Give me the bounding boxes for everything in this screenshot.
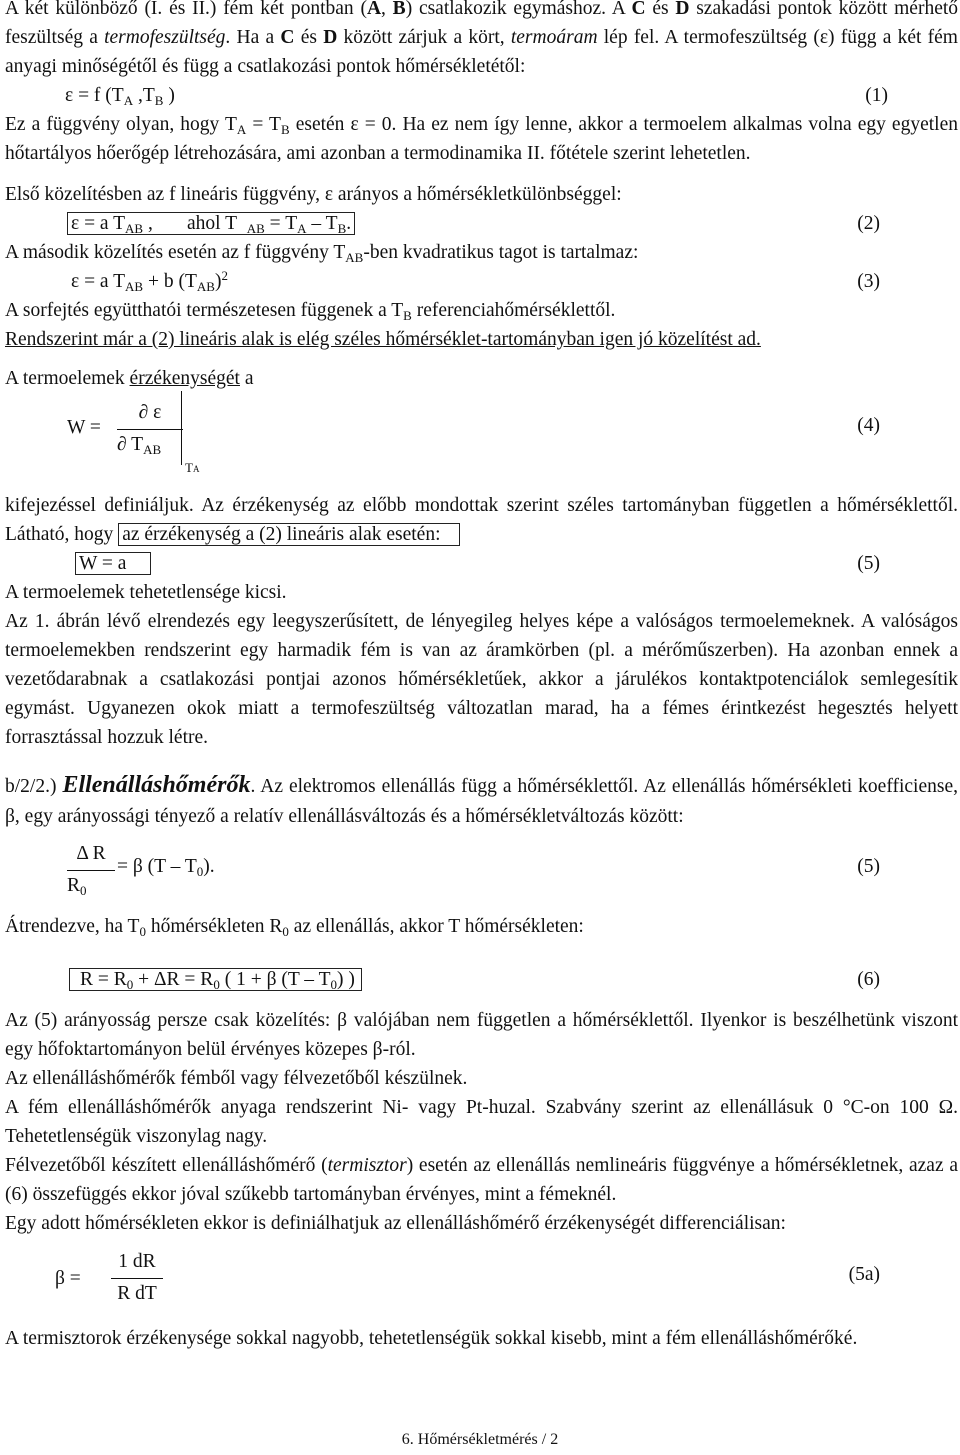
subscript: 0 bbox=[330, 977, 337, 992]
paragraph-thermistor bbox=[5, 1151, 958, 1209]
evaluation-bar bbox=[181, 391, 182, 465]
spacer bbox=[5, 168, 958, 180]
subscript: AB bbox=[246, 221, 265, 236]
subscript: 0 bbox=[282, 924, 289, 939]
text: ε = a T bbox=[71, 271, 126, 292]
subscript: B bbox=[337, 221, 347, 236]
equation-number: (5) bbox=[857, 856, 880, 877]
numerator: 1 dR bbox=[118, 1251, 156, 1272]
equation-5a bbox=[5, 1244, 958, 1324]
eq4-fraction bbox=[117, 399, 183, 460]
equation-3 bbox=[5, 267, 958, 296]
bold-text: A bbox=[366, 0, 382, 19]
spacer bbox=[5, 354, 958, 364]
text: Ez a függvény olyan, hogy T bbox=[5, 114, 237, 135]
text: A sorfejtés együtthatói természetesen függenek a T bbox=[5, 300, 404, 321]
text: kifejezéssel definiáljuk. Az érzékenység az előbb mondottak szerint széles tartományban független a hőmérséklettől. Látható, hogy bbox=[5, 495, 958, 545]
denominator bbox=[117, 430, 183, 460]
subscript: AB bbox=[196, 279, 215, 294]
bold-text: B bbox=[392, 0, 406, 19]
boxed-equation: W = a bbox=[75, 552, 151, 575]
equation-1 bbox=[5, 81, 958, 110]
text: a bbox=[239, 368, 254, 389]
subscript: 0 bbox=[80, 883, 87, 898]
page-footer: 6. Hőmérsékletmérés / 2 bbox=[401, 1431, 559, 1448]
text: ). bbox=[203, 856, 215, 877]
text: ∂ T bbox=[117, 434, 144, 455]
paragraph-resistance-thermometers bbox=[5, 770, 958, 832]
evaluation-subscript bbox=[185, 453, 199, 484]
paragraph-zero-condition bbox=[5, 110, 958, 168]
text: A második közelítés esetén az f függvény T bbox=[5, 242, 346, 263]
boxed-text: az érzékenység a (2) lineáris alak esetén: bbox=[118, 523, 459, 546]
numerator: ∂ ε bbox=[138, 402, 162, 423]
spacer bbox=[5, 994, 958, 1006]
subscript: A bbox=[297, 221, 307, 236]
text: ) bbox=[214, 271, 222, 292]
text: = T bbox=[264, 213, 298, 234]
text: ) bbox=[163, 85, 175, 106]
text: = β (T – T bbox=[117, 856, 197, 877]
equation-2 bbox=[5, 209, 958, 238]
italic-text: termofeszültség bbox=[104, 27, 226, 48]
text: ahol T bbox=[186, 213, 237, 234]
eq6-rhs bbox=[117, 852, 215, 881]
text: lép fel. A termofeszültség (ε) függ a két fém anyagi minőségétől és függ a csatlakozási pontok hőmérsékletétől: bbox=[5, 27, 958, 77]
subscript: B bbox=[403, 308, 412, 323]
text: A két különböző (I. és II.) fém két pontban ( bbox=[5, 0, 367, 19]
spacer bbox=[5, 752, 958, 770]
text: . bbox=[346, 213, 352, 234]
text: és bbox=[294, 27, 324, 48]
superscript: 2 bbox=[221, 268, 228, 283]
bold-text: C bbox=[631, 0, 646, 19]
paragraph-thermocouple-intro bbox=[5, 0, 958, 81]
text: = T bbox=[246, 114, 281, 135]
text: ε = a T bbox=[71, 213, 126, 234]
text: az ellenállás, akkor T hőmérsékleten: bbox=[288, 916, 584, 937]
paragraph-second-approx bbox=[5, 238, 958, 267]
text: referenciahőmérséklettől. bbox=[411, 300, 616, 321]
text: A bbox=[192, 464, 200, 474]
paragraph-inertia: A termoelemek tehetetlensége kicsi. bbox=[5, 582, 287, 603]
equation-5 bbox=[5, 549, 958, 578]
numerator: Δ R bbox=[76, 843, 106, 864]
text: Átrendezve, ha T bbox=[5, 916, 140, 937]
underlined-text: érzékenységét bbox=[129, 368, 240, 389]
boxed-equation bbox=[67, 212, 355, 235]
text: ) esetén az ellenállás nemlineáris függvénye a hőmérsékletnek, azaz a (6) összefüggés ekkor jóval szűkebb tartományban érvényes, mint a fémeknél. bbox=[5, 1155, 958, 1205]
text: között zárjuk a kört, bbox=[337, 27, 511, 48]
equation-number: (6) bbox=[857, 969, 880, 990]
text: R = R bbox=[80, 969, 127, 990]
paragraph-rearranged bbox=[5, 912, 958, 941]
text: T bbox=[185, 460, 193, 475]
eq4-lhs: W = bbox=[67, 417, 101, 438]
subscript: AB bbox=[125, 221, 144, 236]
denominator: R dT bbox=[117, 1283, 157, 1304]
text: R bbox=[67, 875, 81, 896]
text: szakadási pontok között mérhető feszültség a bbox=[5, 0, 959, 48]
eq8-fraction bbox=[111, 1248, 163, 1309]
paragraph-materials: Az ellenálláshőmérők fémből vagy félvezetőből készülnek. bbox=[5, 1068, 468, 1089]
text: hőmérsékleten R bbox=[145, 916, 283, 937]
subscript: A bbox=[123, 93, 134, 108]
bold-text: D bbox=[323, 27, 338, 48]
equation-number: (2) bbox=[857, 213, 880, 234]
subscript: AB bbox=[345, 250, 364, 265]
subscript: AB bbox=[125, 279, 144, 294]
text: , bbox=[143, 213, 153, 234]
text: . Ha a bbox=[225, 27, 281, 48]
italic-text: termoáram bbox=[510, 27, 598, 48]
text: ) ) bbox=[336, 969, 355, 990]
section-number: b/2/2.) bbox=[5, 776, 63, 797]
paragraph-proportionality: Az (5) arányosság persze csak közelítés: β valójában nem független a hőmérséklettől. Ilyenkor is beszélhetünk viszont egy hőfoktartományon belül érvényes közepes β-ról. bbox=[5, 1010, 958, 1060]
paragraph-definition bbox=[5, 491, 958, 549]
paragraph-linear-note: Rendszerint már a (2) lineáris alak is elég széles hőmérséklet-tartományban igen jó közelítést ad. bbox=[5, 329, 761, 350]
paragraph-sensitivity bbox=[5, 364, 958, 393]
subscript: B bbox=[154, 93, 164, 108]
bold-text: C bbox=[280, 27, 295, 48]
text: ) csatlakozik egymáshoz. A bbox=[405, 0, 632, 19]
subscript: AB bbox=[143, 442, 162, 457]
spacer bbox=[5, 941, 958, 965]
subscript: 0 bbox=[196, 864, 204, 879]
paragraph-metal-thermometers: A fém ellenálláshőmérők anyaga rendszerint Ni- vagy Pt-huzal. Szabvány szerint az ellenállásuk 0 °C-on 100 Ω. Tehetetlenségük viszonylag nagy. bbox=[5, 1097, 958, 1147]
paragraph-thermistor-summary: A termisztorok érzékenysége sokkal nagyobb, tehetetlenségük sokkal kisebb, mint a fém ellenálláshőmérőké. bbox=[5, 1328, 858, 1349]
subscript: B bbox=[280, 122, 290, 137]
subscript: 0 bbox=[126, 977, 134, 992]
denominator bbox=[67, 871, 115, 901]
text: . Az elektromos ellenállás függ a hőmérséklettől. Az ellenállás hőmérsékleti koefficiense, β, egy arányossági tényező a relatív ellenállásváltozás és a hőmérsékletváltozás között: bbox=[5, 776, 958, 827]
equation-number: (5) bbox=[857, 553, 880, 574]
equation-4 bbox=[5, 393, 958, 491]
document-page bbox=[5, 0, 958, 1353]
equation-6 bbox=[5, 965, 958, 994]
equation-5b bbox=[5, 836, 958, 912]
text: és bbox=[645, 0, 676, 19]
equation-number: (4) bbox=[857, 415, 880, 436]
subscript: 0 bbox=[139, 924, 146, 939]
paragraph-real-thermocouples: Az 1. ábrán lévő elrendezés egy leegyszerűsített, de lényegileg helyes képe a valóságos termoelemeknek. A valóságos termoelemekben rendszerint egy harmadik fém is van az áramkörben (pl. a mérőműszerben). Ha azonban ennek a vezetődarabnak a csatlakozási pontjai azonos hőmérsékletűek, akkor a járulékos kontaktpotenciálok semlegesítik egymást. Ugyanezen okok miatt a termofeszültség változatlan marad, ha a fémes érintkezést hegesztés helyett forrasztással hozzuk létre. bbox=[5, 611, 958, 748]
paragraph-coefficients bbox=[5, 296, 958, 325]
text: , bbox=[381, 0, 393, 19]
eq6-fraction bbox=[67, 840, 115, 901]
text: ( 1 + β (T – T bbox=[219, 969, 331, 990]
text: ε = f (T bbox=[65, 85, 124, 106]
equation-number: (1) bbox=[865, 85, 888, 106]
paragraph-first-approx: Első közelítésben az f lineáris függvény, ε arányos a hőmérsékletkülönbséggel: bbox=[5, 184, 622, 205]
eq8-lhs: β = bbox=[55, 1268, 81, 1289]
equation-number: (3) bbox=[857, 271, 880, 292]
text: -ben kvadratikus tagot is tartalmaz: bbox=[363, 242, 639, 263]
equation-number: (5a) bbox=[848, 1264, 880, 1285]
paragraph-differential: Egy adott hőmérsékleten ekkor is definiálhatjuk az ellenálláshőmérő érzékenységét differenciálisan: bbox=[5, 1213, 786, 1234]
text: – T bbox=[306, 213, 338, 234]
italic-text: termisztor bbox=[327, 1155, 407, 1176]
section-title: Ellenálláshőmérők bbox=[62, 772, 251, 798]
bold-text: D bbox=[675, 0, 690, 19]
text: A termoelemek bbox=[5, 368, 130, 389]
boxed-equation bbox=[69, 968, 362, 991]
text: + ΔR = R bbox=[133, 969, 214, 990]
subscript: 0 bbox=[213, 977, 220, 992]
text: esetén ε = 0. Ha ez nem így lenne, akkor a termoelem alkalmas volna egy egyetlen hőtartályos hőerőgép létrehozására, ami azonban a termodinamika II. főtétele szerint lehetetlen. bbox=[5, 114, 958, 164]
text: + b (T bbox=[143, 271, 197, 292]
subscript: A bbox=[236, 122, 247, 137]
text: ,T bbox=[133, 85, 155, 106]
text: Félvezetőből készített ellenálláshőmérő ( bbox=[5, 1155, 328, 1176]
